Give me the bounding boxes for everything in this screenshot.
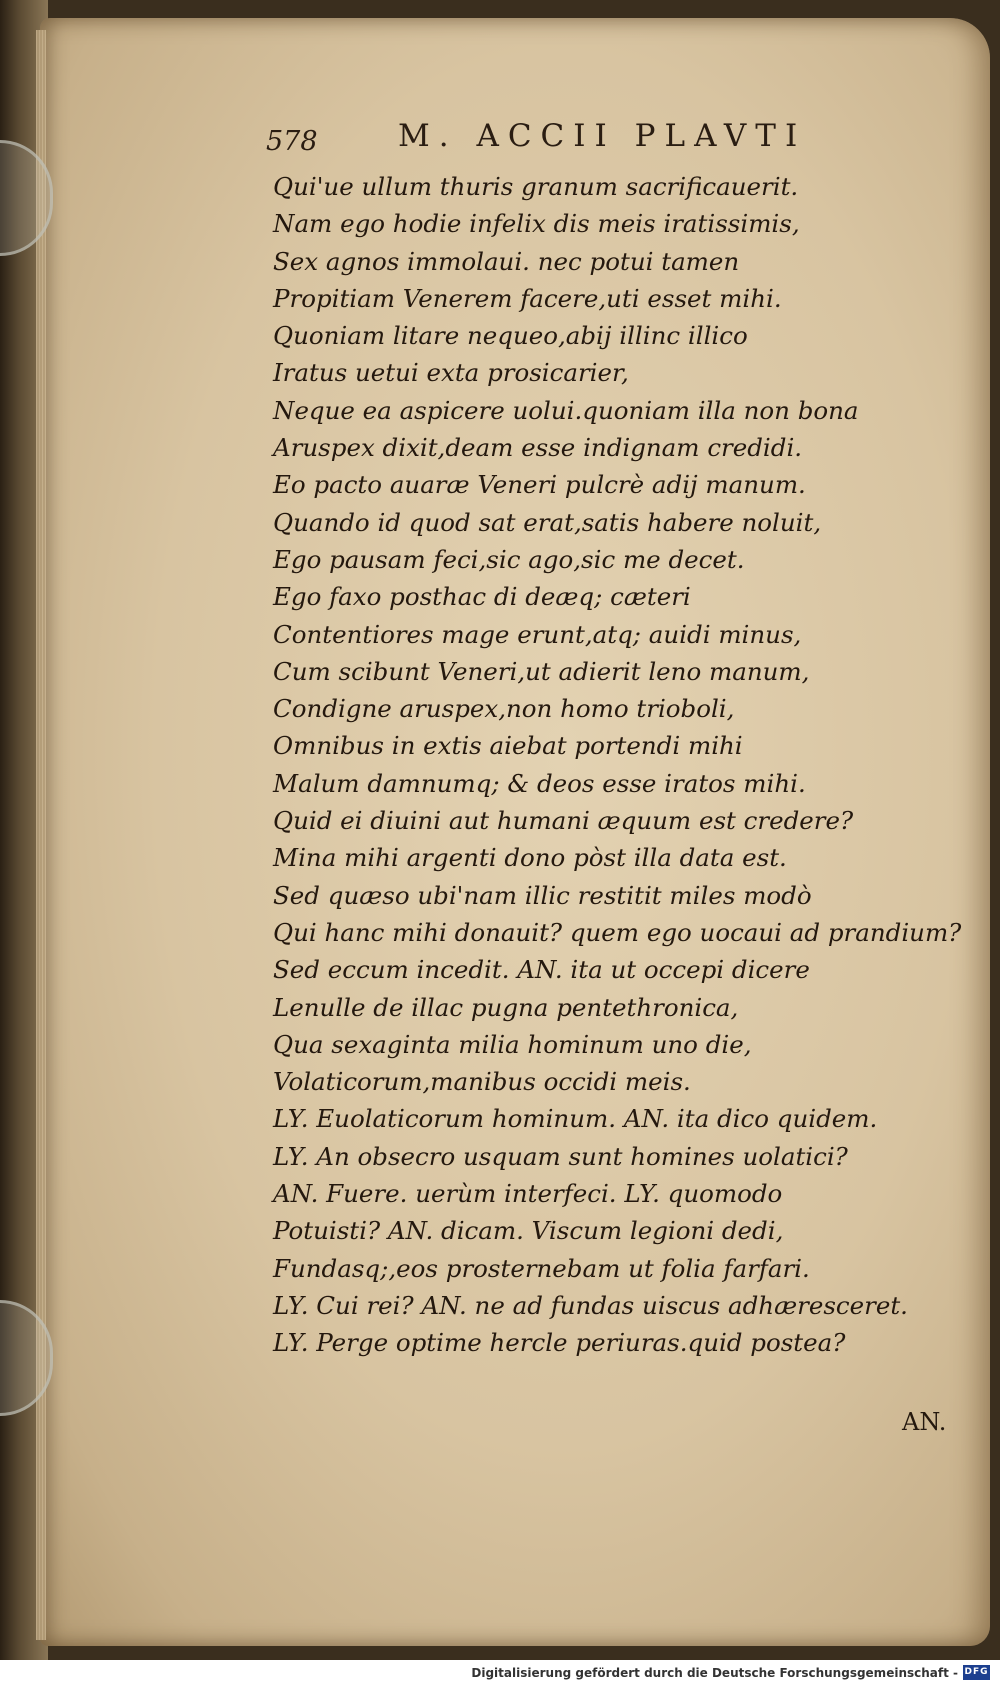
verse-line: Ego pausam feci,sic ago,sic me decet. — [273, 544, 745, 574]
verse-line: Lenulle de illac pugna pentethronica, — [273, 992, 739, 1022]
verse-line: LY. Cui rei? AN. ne ad fundas uiscus adhæresceret. — [273, 1290, 908, 1320]
verse-line: Mina mihi argenti dono pòst illa data est. — [273, 843, 787, 873]
verse-line: Malum damnumq; & deos esse iratos mihi. — [273, 768, 806, 798]
dfg-logo: DFG — [963, 1665, 990, 1680]
verse-line: Quando id quod sat erat,satis habere noluit, — [273, 507, 822, 537]
verse-line: Fundasq;,eos prosternebam ut folia farfari. — [273, 1253, 810, 1283]
verse-line: LY. Perge optime hercle periuras.quid postea? — [273, 1328, 846, 1358]
verse-line: Volaticorum,manibus occidi meis. — [273, 1067, 691, 1097]
verse-line: Condigne aruspex,non homo trioboli, — [273, 694, 735, 724]
verse-line: Qui hanc mihi donauit? quem ego uocaui ad prandium? — [273, 917, 962, 947]
verse-line: Propitiam Venerem facere,uti esset mihi. — [273, 283, 782, 313]
verse-line: Omnibus in extis aiebat portendi mihi — [273, 731, 743, 761]
verse-line: Quoniam litare nequeo,abij illinc illico — [273, 321, 748, 351]
verse-text — [273, 168, 962, 1362]
page-header — [268, 118, 858, 162]
verse-line: Contentiores mage erunt,atq; auidi minus, — [273, 619, 802, 649]
verse-line: Sed eccum incedit. AN. ita ut occepi dicere — [273, 955, 810, 985]
verse-line: LY. Euolaticorum hominum. AN. ita dico quidem. — [273, 1104, 878, 1134]
verse-line: Qui'ue ullum thuris granum sacrificauerit. — [273, 172, 799, 201]
verse-line: Eo pacto auaræ Veneri pulcrè adij manum. — [273, 470, 806, 500]
verse-line: Iratus uetui exta prosicarier, — [273, 358, 629, 388]
verse-line: Sex agnos immolaui. nec potui tamen — [273, 246, 740, 276]
verse-line: Cum scibunt Veneri,ut adierit leno manum, — [273, 656, 810, 686]
verse-line: Qua sexaginta milia hominum uno die, — [273, 1029, 752, 1059]
verse-line: LY. An obsecro usquam sunt homines uolatici? — [273, 1141, 848, 1171]
verse-line: Ego faxo posthac di deæq; cæteri — [273, 582, 691, 612]
digitization-footer — [0, 1660, 1000, 1687]
catchword: AN. — [902, 1408, 947, 1436]
verse-line: Potuisti? AN. dicam. Viscum legioni dedi, — [273, 1216, 784, 1246]
verse-line: Nam ego hodie infelix dis meis iratissimis, — [273, 209, 800, 239]
verse-line: Sed quæso ubi'nam illic restitit miles modò — [273, 880, 812, 910]
verse-line: Aruspex dixit,deam esse indignam credidi. — [273, 433, 803, 463]
running-head: M. ACCII PLAVTI — [398, 118, 807, 154]
funding-credit: Digitalisierung gefördert durch die Deutsche Forschungsgemeinschaft - — [471, 1666, 958, 1680]
verse-line: Quid ei diuini aut humani æquum est credere? — [273, 806, 854, 836]
page-number: 578 — [266, 126, 318, 157]
verse-line: AN. Fuere. uerùm interfeci. LY. quomodo — [273, 1179, 783, 1209]
verse-line: Neque ea aspicere uolui.quoniam illa non bona — [273, 395, 859, 425]
